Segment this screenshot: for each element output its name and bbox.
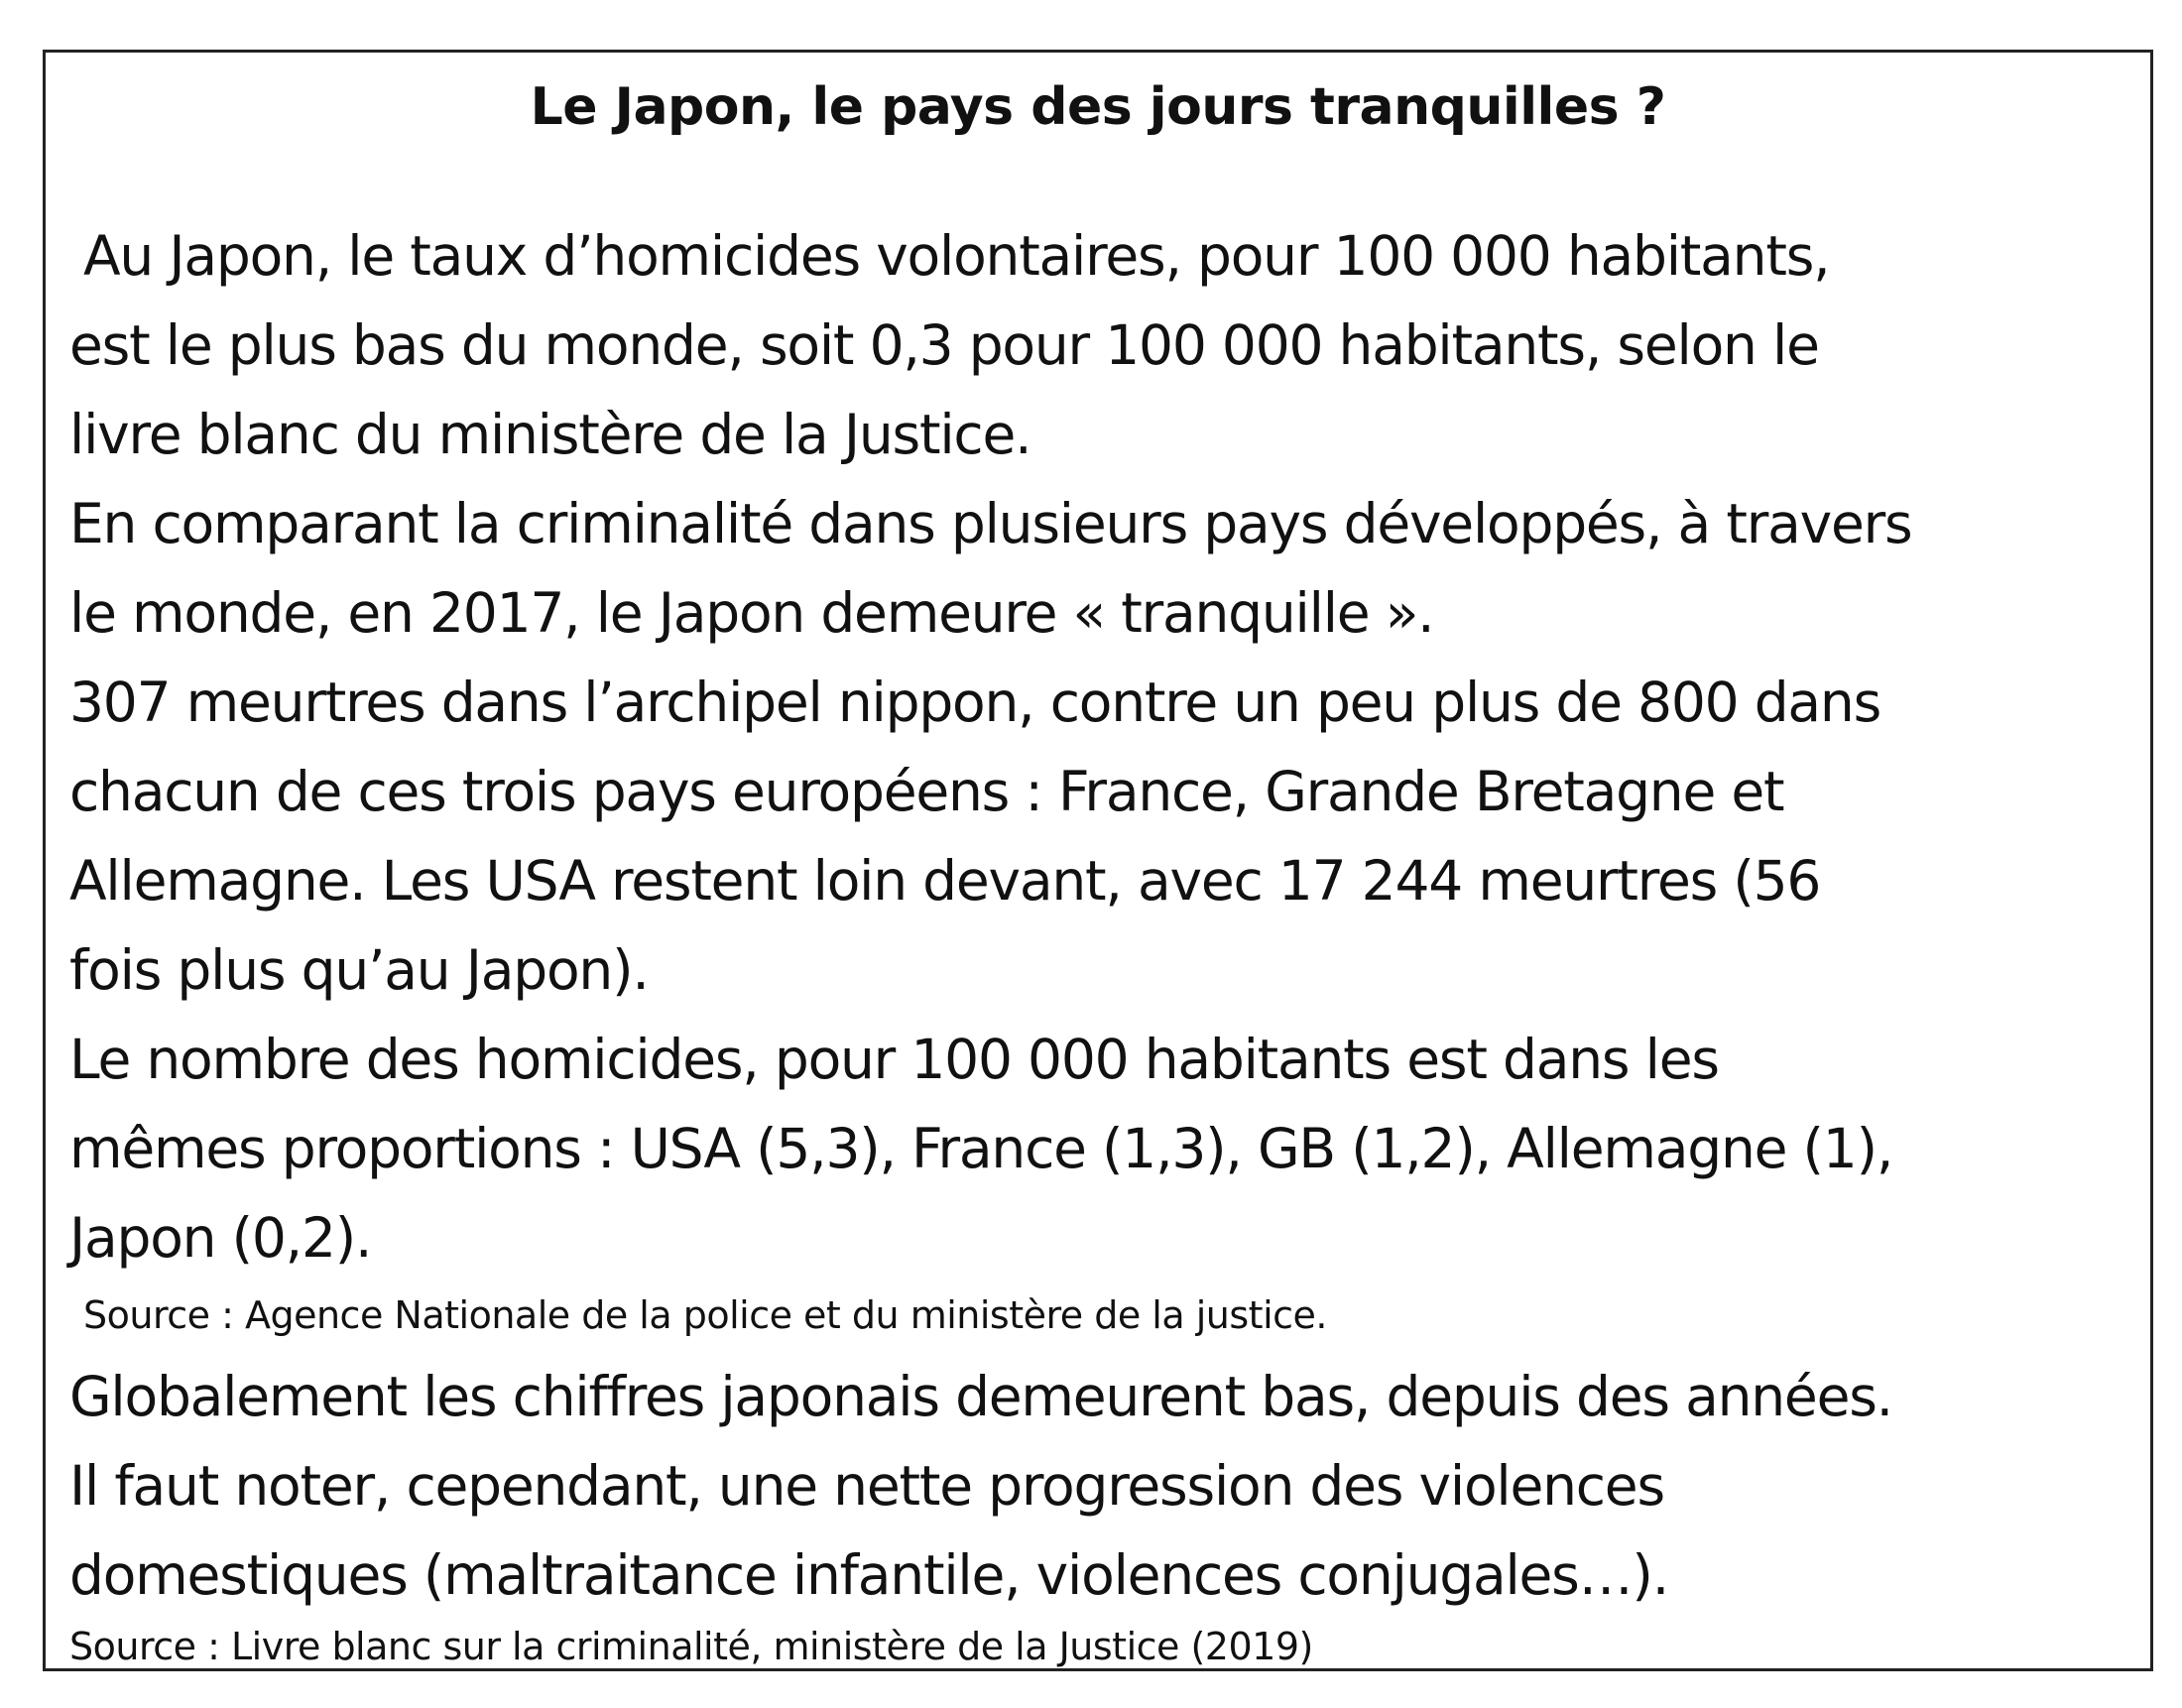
- text-line: 307 meurtres dans l’archipel nippon, contre un peu plus de 800 dans: [69, 671, 1881, 734]
- text-line: livre blanc du ministère de la Justice.: [69, 403, 1031, 466]
- text-line: En comparant la criminalité dans plusieurs pays développés, à travers: [69, 492, 1912, 555]
- text-line: est le plus bas du monde, soit 0,3 pour 100 000 habitants, selon le: [69, 313, 1819, 377]
- text-line: Au Japon, le taux d’homicides volontaires, pour 100 000 habitants,: [83, 224, 1830, 288]
- document-frame: [43, 50, 2153, 1671]
- text-line: Globalement les chiffres japonais demeurent bas, depuis des années.: [69, 1365, 1892, 1428]
- document-title: Le Japon, le pays des jours tranquilles ?: [530, 77, 1666, 137]
- text-line: le monde, en 2017, le Japon demeure « tranquille ».: [69, 581, 1434, 645]
- document-body: [69, 211, 2152, 1671]
- text-line: Il faut noter, cependant, une nette progression des violences: [69, 1454, 1664, 1518]
- source-citation: Source : Agence Nationale de la police et du ministère de la justice.: [83, 1293, 1327, 1337]
- text-line: Le nombre des homicides, pour 100 000 habitants est dans les: [69, 1028, 1719, 1091]
- text-line: chacun de ces trois pays européens : France, Grande Bretagne et: [69, 760, 1784, 823]
- text-line: mêmes proportions : USA (5,3), France (1,3), GB (1,2), Allemagne (1),: [69, 1117, 1893, 1180]
- text-line: domestiques (maltraitance infantile, violences conjugales…).: [69, 1543, 1668, 1607]
- text-line: Japon (0,2).: [69, 1206, 372, 1270]
- source-citation: Source : Livre blanc sur la criminalité, ministère de la Justice (2019): [69, 1625, 1313, 1668]
- text-line: fois plus qu’au Japon).: [69, 938, 649, 1002]
- text-line: Allemagne. Les USA restent loin devant, avec 17 244 meurtres (56: [69, 849, 1821, 913]
